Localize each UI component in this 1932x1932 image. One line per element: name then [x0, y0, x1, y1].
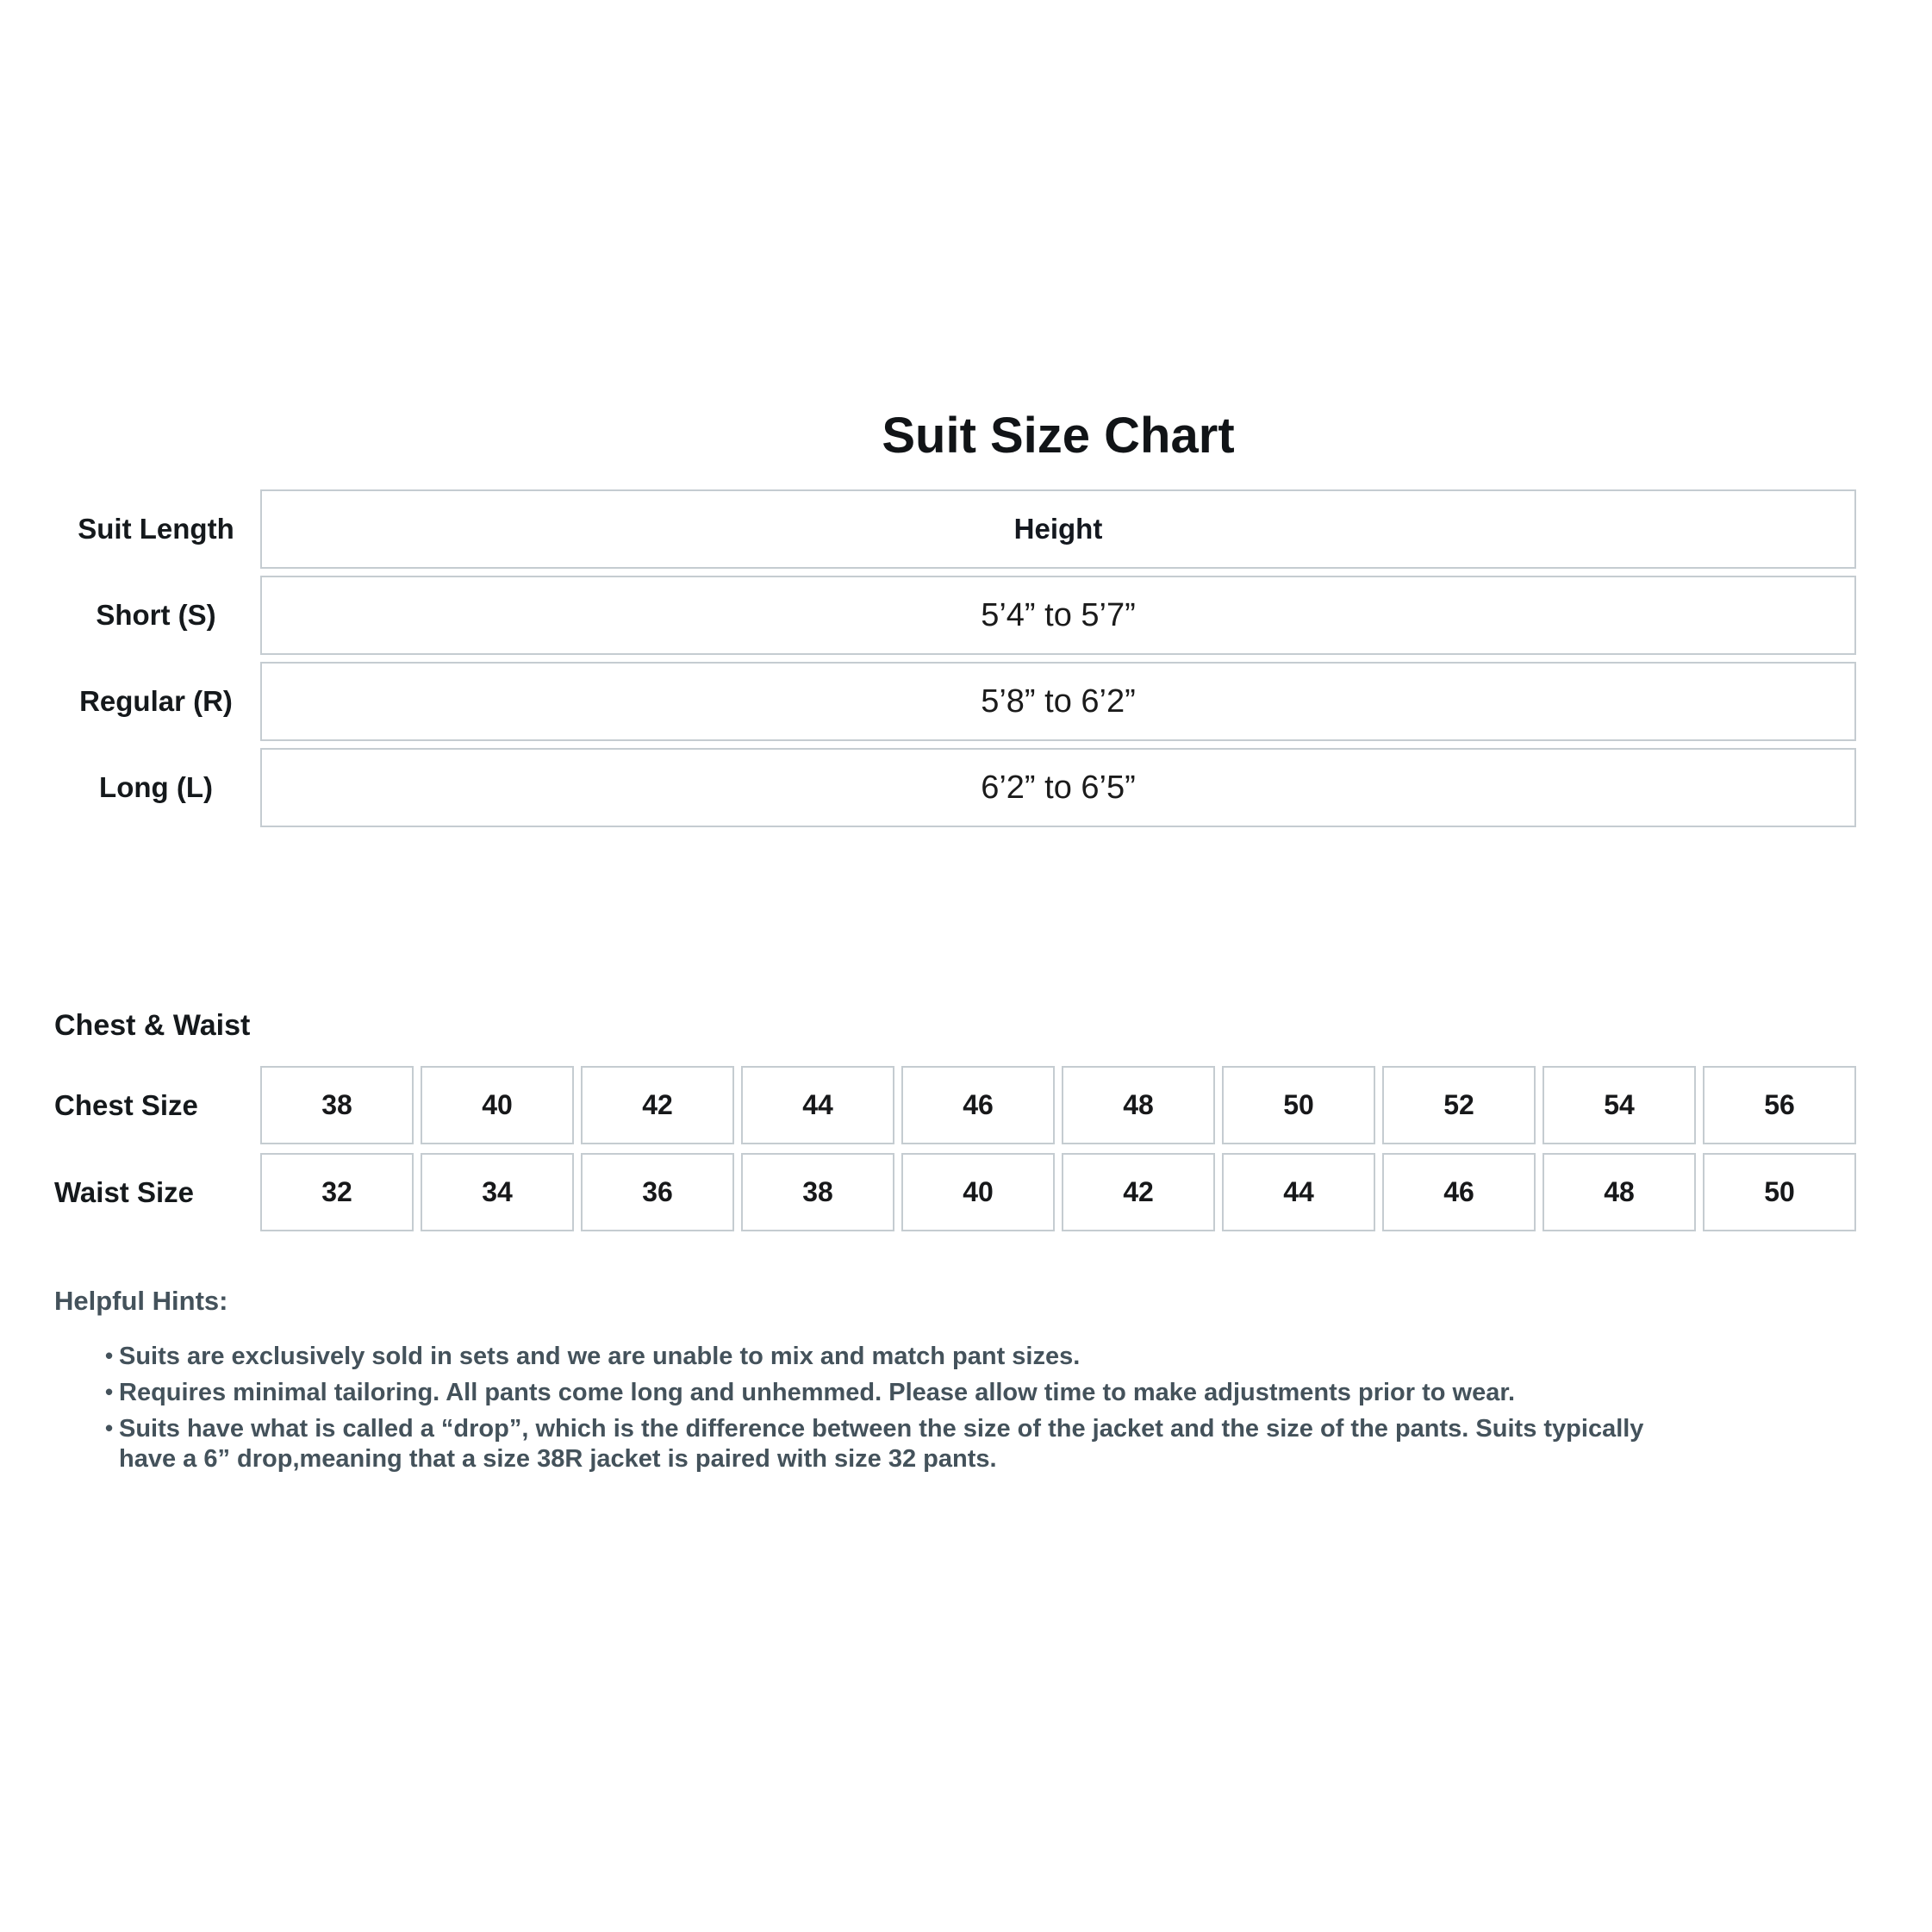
waist-size-cells — [260, 1153, 1856, 1231]
hint-text: • Suits have what is called a “drop”, which is the difference between the size of the jacket and the size of the pants. Suits typically — [119, 1415, 1644, 1443]
suit-length-table — [52, 489, 1932, 827]
row-value-regular: 5’8” to 6’2” — [260, 662, 1856, 741]
table-row-long — [52, 748, 1932, 827]
waist-size-cell: 32 — [260, 1153, 414, 1231]
chest-size-cell: 46 — [901, 1066, 1055, 1144]
hint-item — [52, 1378, 1655, 1408]
chest-size-label: Chest Size — [54, 1088, 198, 1121]
chest-size-cell: 44 — [741, 1066, 894, 1144]
table-row-regular — [52, 662, 1932, 741]
waist-size-label: Waist Size — [54, 1175, 194, 1208]
waist-size-cell: 50 — [1703, 1153, 1856, 1231]
chest-size-cell: 54 — [1542, 1066, 1696, 1144]
helpful-hints-section — [52, 1285, 1655, 1474]
chest-size-cell: 42 — [581, 1066, 734, 1144]
waist-size-row — [52, 1153, 1932, 1231]
row-label-regular: Regular (R) — [79, 685, 233, 717]
waist-size-cell: 48 — [1542, 1153, 1696, 1231]
chest-size-cell: 52 — [1382, 1066, 1536, 1144]
chest-size-cell: 56 — [1703, 1066, 1856, 1144]
row-value-short: 5’4” to 5’7” — [260, 576, 1856, 655]
height-header-cell: Height — [260, 489, 1856, 569]
chest-size-cell: 48 — [1062, 1066, 1215, 1144]
hint-item — [52, 1342, 1655, 1372]
chest-size-cells — [260, 1066, 1856, 1144]
waist-size-cell: 40 — [901, 1153, 1055, 1231]
chest-size-row — [52, 1066, 1932, 1144]
suit-length-label: Suit Length — [78, 513, 234, 545]
chest-size-cell: 50 — [1222, 1066, 1375, 1144]
page-title: Suit Size Chart — [882, 408, 1235, 464]
table-row-header — [52, 489, 1932, 569]
waist-size-cell: 46 — [1382, 1153, 1536, 1231]
hint-item — [52, 1414, 1655, 1474]
chest-size-cell: 40 — [421, 1066, 574, 1144]
waist-size-cell: 36 — [581, 1153, 734, 1231]
chest-waist-heading: Chest & Waist — [54, 1009, 251, 1042]
waist-size-cell: 38 — [741, 1153, 894, 1231]
chest-size-cell: 38 — [260, 1066, 414, 1144]
hint-text: have a 6” drop,meaning that a size 38R jacket is paired with size 32 pants. — [119, 1445, 997, 1473]
helpful-hints-heading: Helpful Hints: — [54, 1286, 228, 1316]
row-value-long: 6’2” to 6’5” — [260, 748, 1856, 827]
table-row-short — [52, 576, 1932, 655]
waist-size-cell: 42 — [1062, 1153, 1215, 1231]
hint-text: • Suits are exclusively sold in sets and we are unable to mix and match pant sizes. — [119, 1343, 1081, 1370]
row-label-short: Short (S) — [96, 599, 216, 631]
chest-waist-table — [52, 1066, 1932, 1231]
waist-size-cell: 44 — [1222, 1153, 1375, 1231]
hint-text: • Requires minimal tailoring. All pants come long and unhemmed. Please allow time to make adjustments prior to wear. — [119, 1379, 1516, 1406]
waist-size-cell: 34 — [421, 1153, 574, 1231]
row-label-long: Long (L) — [99, 771, 213, 803]
